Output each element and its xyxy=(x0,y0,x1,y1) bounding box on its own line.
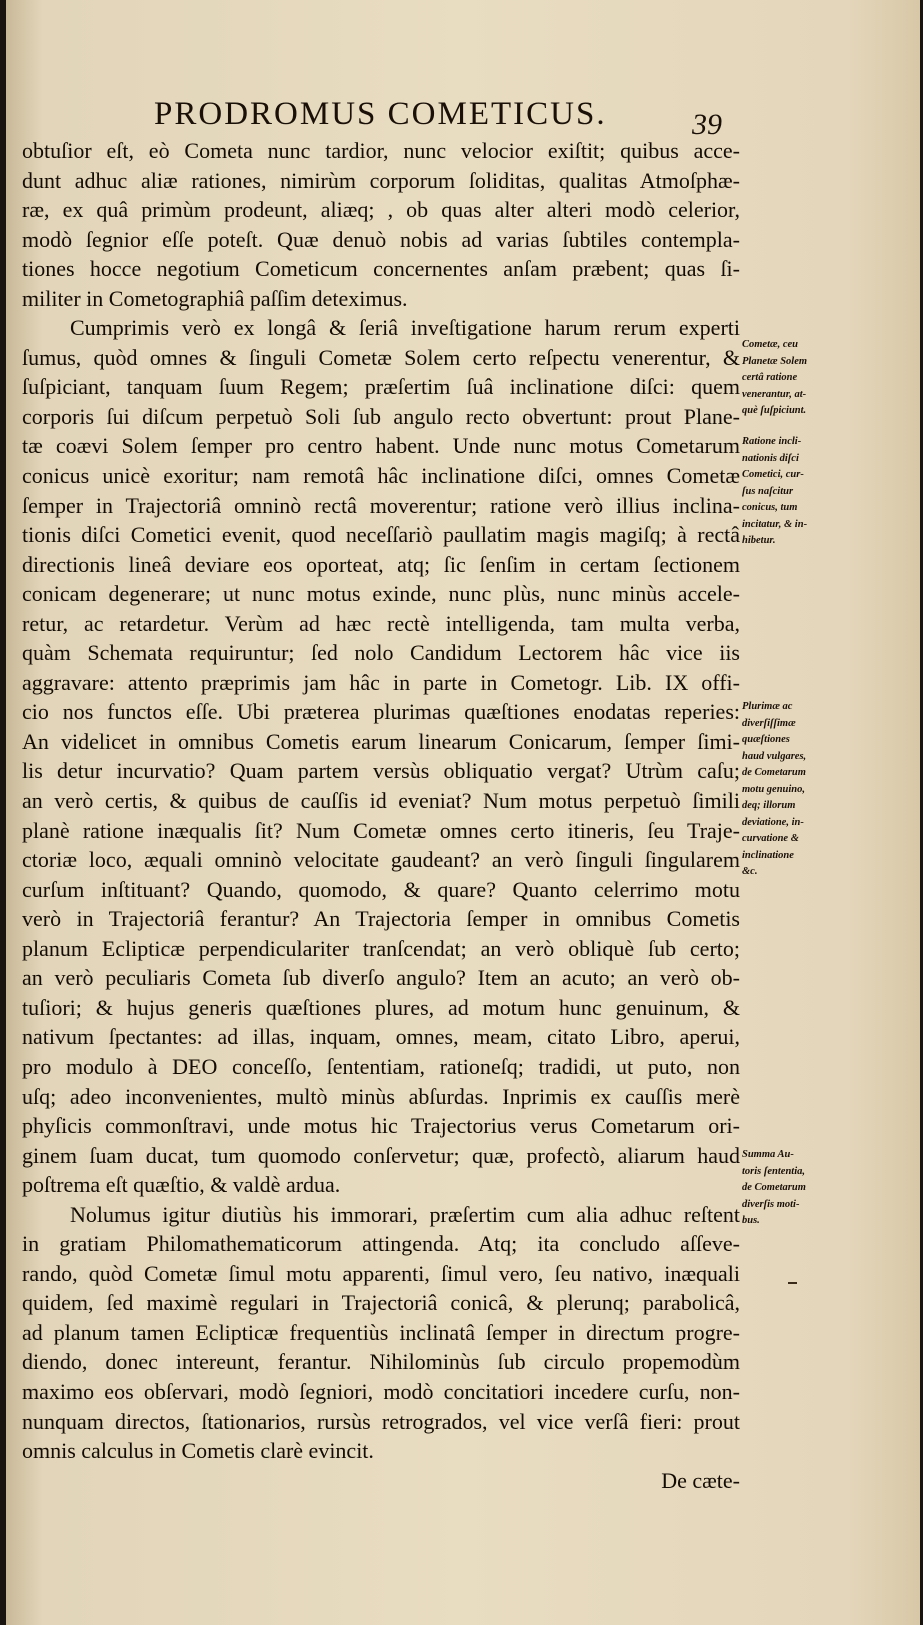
marginal-note-line: de Cometarum xyxy=(742,767,806,778)
text-line: omnis calculus in Cometis clarè evincit. xyxy=(22,1438,374,1464)
text-line: aggravare: attento præprimis jam hâc in parte in Cometogr. Lib. IX offi- xyxy=(22,669,740,695)
text-line: conicam degenerare; ut nunc motus exinde, nunc plùs, nunc minùs accele- xyxy=(22,581,740,607)
text-line: obtuſior eſt, eò Cometa nunc tardior, nunc velocior exiſtit; quibus acce- xyxy=(22,138,740,163)
text-line: in gratiam Philomathematicorum attingenda. Atq; ita concludo aſſeve- xyxy=(22,1231,740,1257)
marginal-note-line: Ratione incli- xyxy=(742,436,802,447)
text-line: nativum ſpectantes: ad illas, inquam, omnes, meam, citato Libro, aperui, xyxy=(22,1024,740,1050)
book-page xyxy=(6,0,920,1625)
text-line: retur, ac retardetur. Verùm ad hæc rectè intelligenda, tam multa verba, xyxy=(22,610,740,636)
text-line: dunt adhuc aliæ rationes, nimirùm corporum ſoliditas, qualitas Atmoſphæ- xyxy=(22,167,740,193)
text-line: planum Eclipticæ perpendiculariter tranſcendat; an verò obliquè ſub certo; xyxy=(22,935,740,961)
marginal-note-line: Summa Au- xyxy=(742,1149,794,1160)
marginal-note-line: nationis diſci xyxy=(742,452,799,464)
text-line: planè ratione inæqualis ſit? Num Cometæ omnes certo itineris, ſeu Traje- xyxy=(22,817,740,843)
text-line: quàm Schemata requiruntur; ſed nolo Candidum Lectorem hâc vice iis xyxy=(22,640,740,666)
text-line: diendo, donec intereunt, ferantur. Nihilominùs ſub circulo propemodùm xyxy=(22,1349,740,1375)
text-line: tiones hocce negotium Cometicum concernentes anſam præbent; quas ſi- xyxy=(22,256,740,282)
marginal-note-line: &c. xyxy=(742,866,758,877)
text-line: ſuſpiciant, tanquam ſuum Regem; præſertim ſuâ inclinatione diſci: quem xyxy=(22,374,740,400)
marginal-note-line: què ſuſpiciunt. xyxy=(742,405,807,416)
marginal-note-line: toris ſententia, xyxy=(742,1165,806,1177)
marginal-note-line: haud vulgares, xyxy=(742,750,807,762)
text-line: ſemper in Trajectoriâ omninò rectâ moverentur; ratione verò illius inclina- xyxy=(22,492,740,518)
text-line: curſum inſtituant? Quando, quomodo, & quare? Quanto celerrimo motu xyxy=(22,876,740,902)
text-line: Nolumus igitur diutiùs his immorari, præſertim cum alia adhuc reſtent xyxy=(70,1201,740,1227)
text-line: nunquam directos, ſtationarios, rursùs retrogrados, vel vice verſâ fieri: prout xyxy=(22,1408,740,1434)
marginal-note-2 xyxy=(742,434,842,550)
text-line: an verò certis, & quibus de cauſſis id eveniat? Num motus perpetuò ſimili xyxy=(22,788,740,814)
text-line: corporis ſui diſcum perpetuò Soli ſub angulo recto obvertunt: prout Plane- xyxy=(22,403,740,429)
main-text xyxy=(22,136,740,1495)
marginal-note-line: incitatur, & in- xyxy=(742,518,808,530)
text-line: modò ſegnior eſſe poteſt. Quæ denuò nobis ad varias ſubtiles contempla- xyxy=(22,226,740,252)
marginal-note-line: Plurimæ ac xyxy=(742,701,793,712)
text-line: pro modulo à DEO conceſſo, ſententiam, rationeſq; tradidi, ut puto, non xyxy=(22,1053,740,1079)
marginal-note-line: conicus, tum xyxy=(742,502,798,513)
running-title: PRODROMUS COMETICUS. xyxy=(154,96,607,132)
marginal-note-line: motu genuino, xyxy=(742,783,806,795)
text-line: an verò peculiaris Cometa ſub diverſo angulo? Item an acuto; an verò ob- xyxy=(22,965,740,991)
text-line: maximo eos obſervari, modò ſegniori, modò concitatiori incedere curſu, non- xyxy=(22,1378,740,1404)
text-line: verò in Trajectoriâ ferantur? An Trajectoria ſemper in omnibus Cometis xyxy=(22,906,740,932)
margin-dash xyxy=(788,1282,797,1284)
marginal-note-line: inclinatione xyxy=(742,849,794,861)
text-line: Cumprimis verò ex longâ & ſeriâ inveſtigatione harum rerum experti xyxy=(70,315,740,341)
text-line: uſq; adeo inconvenientes, multò minùs abſurdas. Inprimis ex cauſſis merè xyxy=(22,1083,740,1109)
marginal-note-line: Cometæ, ceu xyxy=(742,339,798,350)
marginal-note-1 xyxy=(742,337,842,420)
text-line: phyſicis commonſtravi, unde motus hic Trajectorius verus Cometarum ori- xyxy=(22,1113,740,1139)
marginal-note-line: ſus naſcitur xyxy=(742,485,794,497)
text-line: tionis diſci Cometici evenit, quod neceſſariò paullatim magis magiſq; à rectâ xyxy=(22,522,740,548)
marginal-note-line: diverſiſſimæ xyxy=(742,717,796,729)
text-line: poſtrema eſt quæſtio, & valdè ardua. xyxy=(22,1172,341,1198)
marginal-note-line: hibetur. xyxy=(742,535,776,546)
text-line: ræ, ex quâ primùm prodeunt, aliæq; , ob quas alter alteri modò celerior, xyxy=(22,197,740,223)
text-line: An videlicet in omnibus Cometis earum linearum Conicarum, ſemper ſimi- xyxy=(22,728,740,754)
marginal-note-line: diverſis moti- xyxy=(742,1198,800,1210)
text-line: ginem ſuam ducat, tum quomodo conſervetur; quæ, profectò, aliarum haud xyxy=(22,1142,740,1168)
text-line: rando, quòd Cometæ ſimul motu apparenti, ſimul vero, ſeu nativo, inæquali xyxy=(22,1260,740,1286)
marginal-note-3 xyxy=(742,699,842,881)
text-line: quidem, ſed maximè regulari in Trajectoriâ conicâ, & plerunq; parabolicâ, xyxy=(22,1290,740,1316)
marginal-note-line: deq; illorum xyxy=(742,800,796,811)
marginal-note-line: Planetæ Solem xyxy=(742,355,808,367)
marginal-note-line: Cometici, cur- xyxy=(742,469,804,480)
marginal-note-line: bus. xyxy=(742,1215,760,1226)
text-line: lis detur incurvatio? Quam partem versùs obliquatio vergat? Utrùm caſu; xyxy=(22,758,740,784)
text-line: tæ coævi Solem ſemper pro centro habent. Unde nunc motus Cometarum xyxy=(22,433,740,459)
text-line: ctoriæ loco, æquali omninò velocitate gaudeant? an verò ſinguli ſingularem xyxy=(22,847,740,873)
text-line: ad planum tamen Eclipticæ frequentiùs inclinatâ ſemper in directum progre- xyxy=(22,1319,740,1345)
text-line: tuſiori; & hujus generis quæſtiones plures, ad motum hunc genuinum, & xyxy=(22,994,740,1020)
marginal-note-line: certâ ratione xyxy=(742,372,798,383)
text-line: conicus unicè exoritur; nam remotâ hâc inclinatione diſci, omnes Cometæ xyxy=(22,463,740,489)
text-line: directionis lineâ deviare eos oporteat, atq; ſic ſenſim in certam ſectionem xyxy=(22,551,740,577)
text-line: militer in Cometographiâ paſſim deteximus. xyxy=(22,285,408,311)
text-line: ſumus, quòd omnes & ſinguli Cometæ Solem certo reſpectu venerentur, & xyxy=(22,344,740,370)
page-number: 39 xyxy=(692,108,722,141)
text-line: cio nos functos eſſe. Ubi præterea plurimas quæſtiones enodatas reperies: xyxy=(22,699,740,725)
marginal-note-line: curvatione & xyxy=(742,833,799,844)
marginal-note-line: venerantur, at- xyxy=(742,388,807,400)
marginal-note-line: de Cometarum xyxy=(742,1182,806,1193)
marginal-note-4 xyxy=(742,1147,842,1230)
text-line: De cæte- xyxy=(661,1467,740,1493)
marginal-note-line: quæſtiones xyxy=(742,734,790,745)
marginal-note-line: deviatione, in- xyxy=(742,816,804,828)
